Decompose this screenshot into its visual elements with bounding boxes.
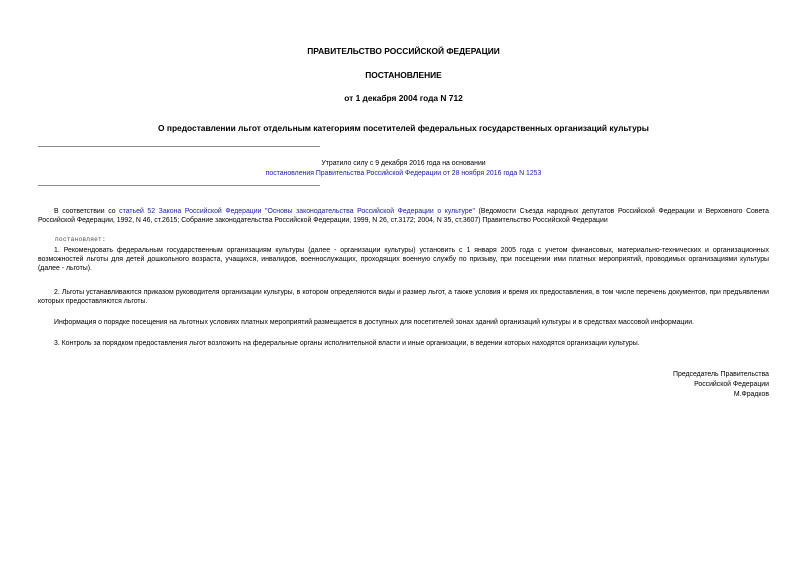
decree-word: постановляет: <box>55 236 106 243</box>
divider-bottom <box>38 185 320 186</box>
header-doc-kind: ПОСТАНОВЛЕНИЕ <box>365 70 442 80</box>
lost-force-note: Утратило силу с 9 декабря 2016 года на основании <box>321 160 486 167</box>
info-paragraph: Информация о порядке посещения на льготных условиях платных мероприятий размещается в доступных для посетителей зонах зданий организаций культуры и в средствах массовой информации. <box>54 319 694 326</box>
document-title: О предоставлении льгот отдельным категориям посетителей федеральных государственных организаций культуры <box>158 123 649 133</box>
basis-link[interactable]: постановления Правительства Российской Федерации от 28 ноября 2016 года N 1253 <box>265 170 542 177</box>
header-date-number: от 1 декабря 2004 года N 712 <box>344 93 463 103</box>
intro-paragraph <box>38 207 769 225</box>
signature-position: Председатель Правительства <box>673 371 769 378</box>
signature-country: Российской Федерации <box>694 381 769 388</box>
item-1-paragraph: 1. Рекомендовать федеральным государственным организациям культуры (далее - организации культуры) установить с 1 января 2005 года с учетом финансовых, материально-технических и организационных возможностей льготы для детей дошкольного возраста, учащихся, инвалидов, военнослужащих, проходящих военную службу по призыву, при посещении ими платных мероприятий, проводимых организациями культуры (далее - льготы). <box>38 247 769 273</box>
signature-name: М.Фрадков <box>733 391 769 398</box>
item-3-paragraph: 3. Контроль за порядком предоставления льгот возложить на федеральные органы исполнительной власти и иные организации, в ведении которых находятся организации культуры. <box>54 340 640 347</box>
intro-prefix: В соответствии со <box>54 208 120 215</box>
intro-suffix: (Ведомости Съезда народных депутатов Российской Федерации и Верховного Совета Российской Федерации, 1992, N 46, ст.2615; Собрание законодательства Российской Федерации, 1999, N 26, ст.3172; 2004, N 35, ст.3607) Правительство Российской Федерации <box>38 208 769 225</box>
header-government: ПРАВИТЕЛЬСТВО РОССИЙСКОЙ ФЕДЕРАЦИИ <box>307 46 500 56</box>
law-link[interactable]: статьей 52 Закона Российской Федерации "Основы законодательства Российской Федерации о культуре" <box>119 208 475 215</box>
divider-top <box>38 146 320 147</box>
item-2-paragraph: 2. Льготы устанавливаются приказом руководителя организации культуры, в котором определяются виды и размер льгот, а также условия и время их предоставления, в том числе перечень документов, при предъявлении которых предоставляются льготы. <box>38 289 769 306</box>
